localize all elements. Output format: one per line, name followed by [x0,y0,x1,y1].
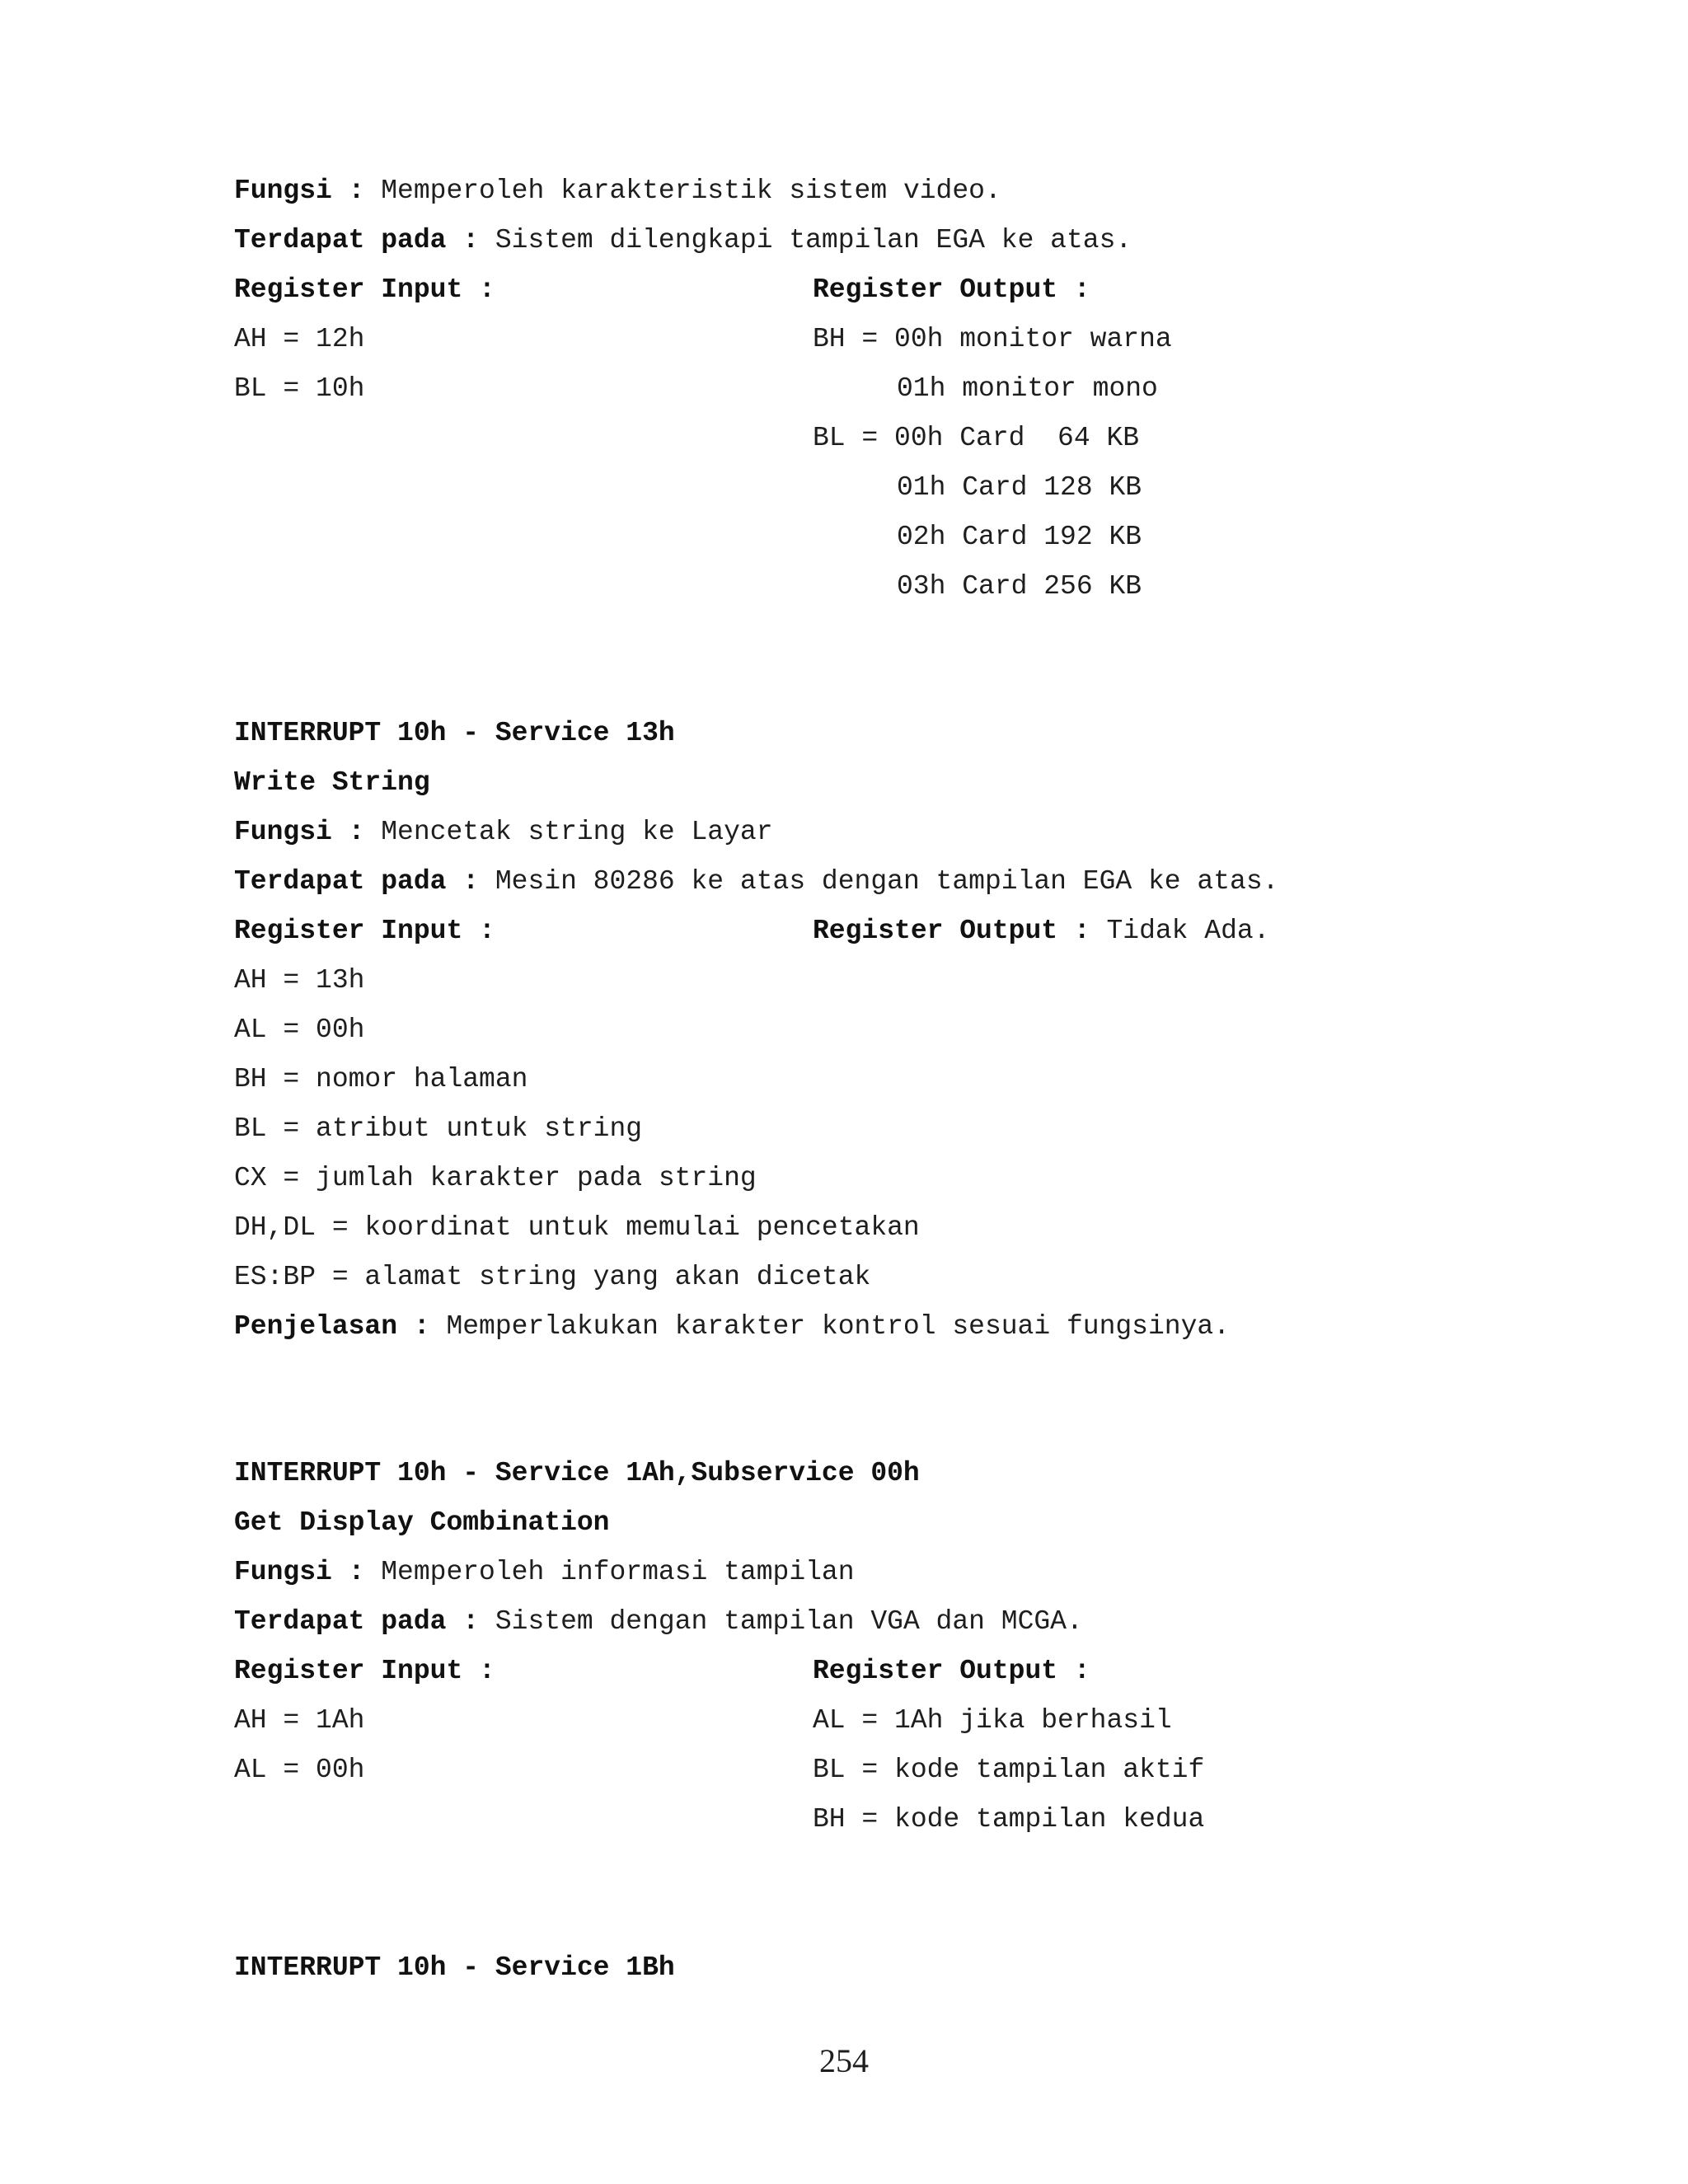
section-heading: INTERRUPT 10h - Service 1Bh [234,1952,675,1983]
register-input-label: Register Input : [234,1656,495,1686]
register-output-value: BH = 00h monitor warna [813,324,1172,354]
section-title: Get Display Combination [234,1507,610,1538]
terdapat-text: Sistem dilengkapi tampilan EGA ke atas. [479,225,1132,255]
fungsi-text: Mencetak string ke Layar [364,817,773,847]
register-output-value: 01h Card 128 KB [897,472,1142,503]
fungsi-line [234,1556,855,1589]
section-heading: INTERRUPT 10h - Service 13h [234,718,675,748]
terdapat-label: Terdapat pada : [234,225,480,255]
penjelasan-text: Memperlakukan karakter kontrol sesuai fungsinya. [429,1311,1230,1342]
register-input-value: AL = 00h [234,1755,365,1785]
section-heading: INTERRUPT 10h - Service 1Ah,Subservice 00h [234,1458,920,1488]
register-input-value: AL = 00h [234,1015,365,1045]
terdapat-text: Mesin 80286 ke atas dengan tampilan EGA ke atas. [479,866,1279,897]
fungsi-line [234,816,773,849]
terdapat-label: Terdapat pada : [234,1606,480,1637]
register-input-value: DH,DL = koordinat untuk memulai pencetakan [234,1212,920,1243]
register-input-value: ES:BP = alamat string yang akan dicetak [234,1262,871,1292]
section-title: Write String [234,767,430,798]
register-input-label: Register Input : [234,274,495,305]
register-input-value: BL = atribut untuk string [234,1113,643,1144]
register-output-label: Register Output : [813,1656,1090,1686]
register-input-value: AH = 13h [234,965,365,996]
register-input-value: BH = nomor halaman [234,1064,528,1094]
page-number: 254 [819,2042,869,2079]
register-input-value: AH = 12h [234,324,365,354]
register-output-value: BL = 00h Card 64 KB [813,423,1140,453]
register-output-value: AL = 1Ah jika berhasil [813,1705,1172,1736]
fungsi-text: Memperoleh informasi tampilan [364,1557,855,1587]
register-input-value: AH = 1Ah [234,1705,365,1736]
terdapat-line [234,865,1278,898]
register-output-label: Register Output : [813,916,1090,946]
register-input-label: Register Input : [234,916,495,946]
fungsi-line [234,175,1001,208]
register-output-value: BH = kode tampilan kedua [813,1804,1205,1835]
register-input-value: CX = jumlah karakter pada string [234,1163,757,1193]
register-output-value: 03h Card 256 KB [897,571,1142,602]
fungsi-label: Fungsi : [234,176,365,206]
penjelasan-label: Penjelasan : [234,1311,430,1342]
register-output-value: 01h monitor mono [897,373,1158,404]
register-output-line [813,915,1270,948]
register-output-label: Register Output : [813,274,1090,305]
register-input-value: BL = 10h [234,373,365,404]
fungsi-text: Memperoleh karakteristik sistem video. [364,176,1001,206]
register-output-value: BL = kode tampilan aktif [813,1755,1205,1785]
terdapat-label: Terdapat pada : [234,866,480,897]
register-output-text: Tidak Ada. [1090,916,1270,946]
terdapat-line [234,224,1132,257]
fungsi-label: Fungsi : [234,817,365,847]
terdapat-line [234,1605,1083,1638]
terdapat-text: Sistem dengan tampilan VGA dan MCGA. [479,1606,1083,1637]
fungsi-label: Fungsi : [234,1557,365,1587]
register-output-value: 02h Card 192 KB [897,522,1142,552]
penjelasan-line [234,1310,1230,1343]
